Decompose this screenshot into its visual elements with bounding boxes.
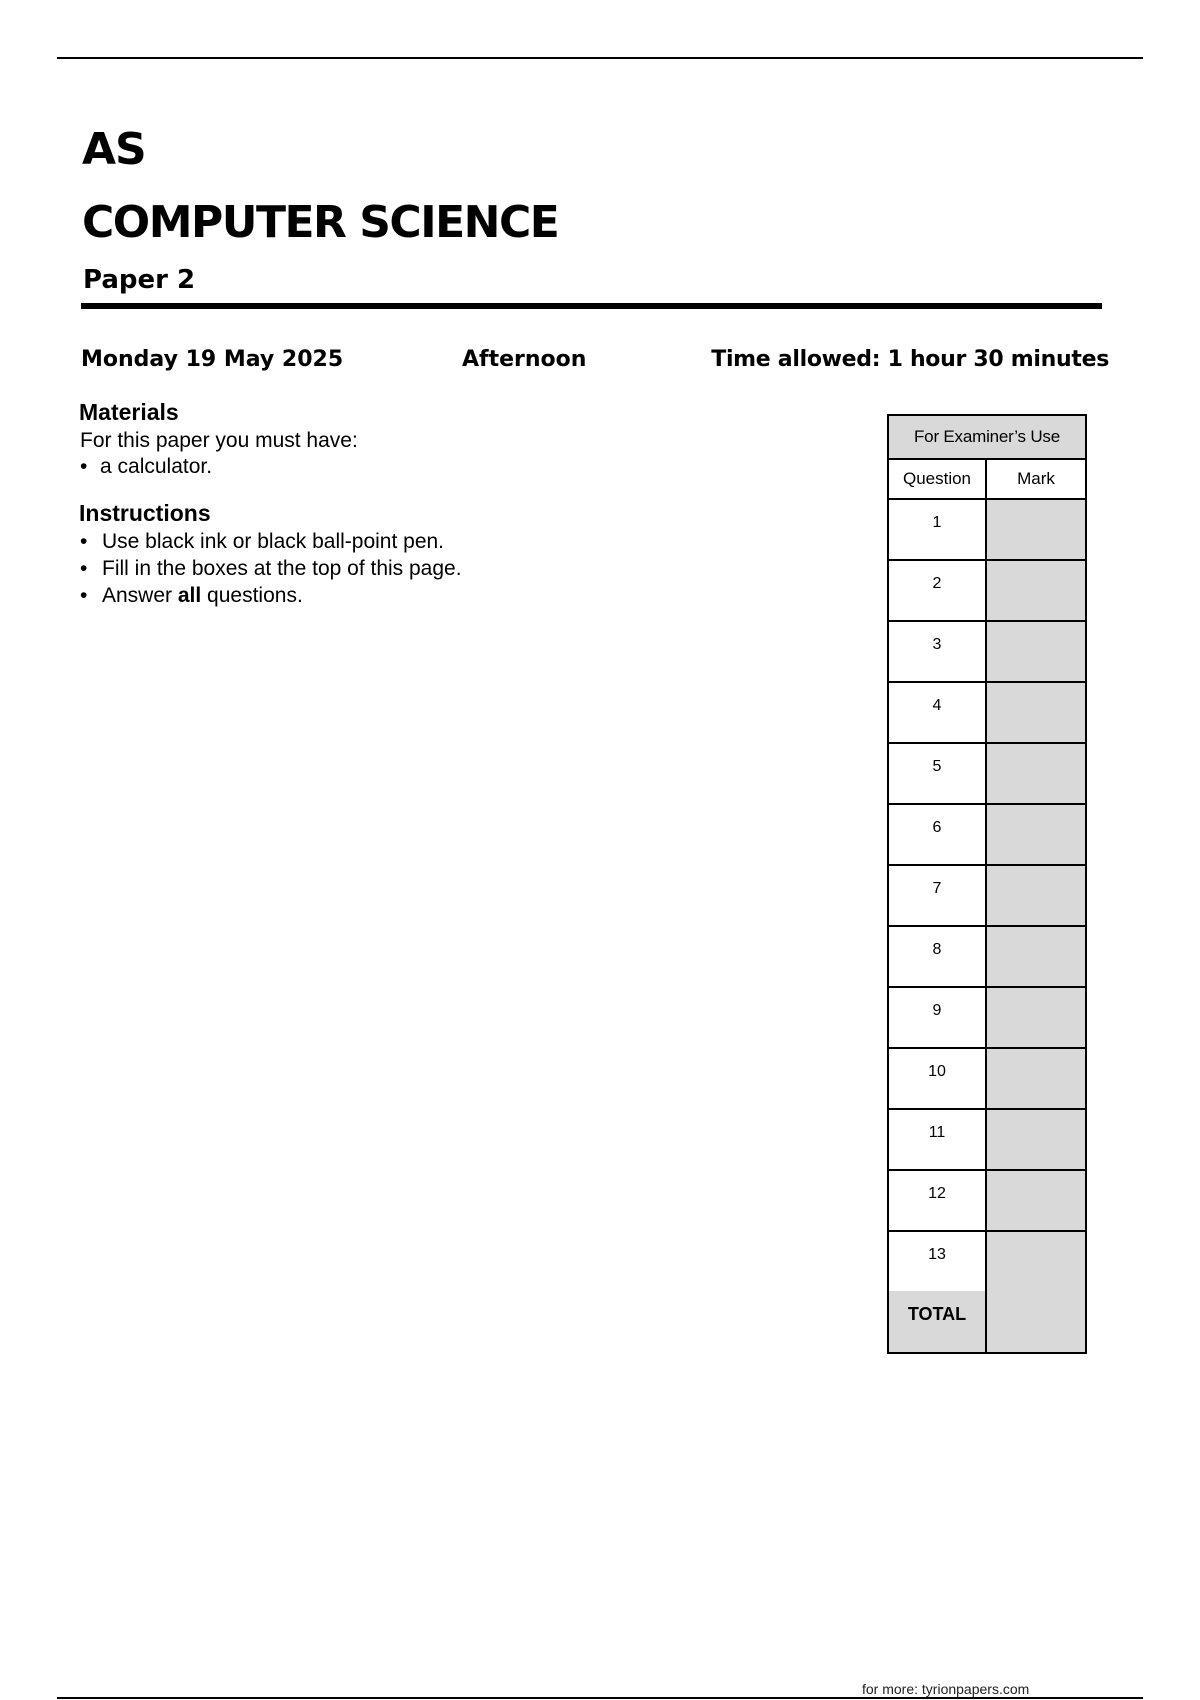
question-row [889, 1110, 1085, 1171]
mark-cell[interactable] [987, 927, 1085, 986]
question-number: 5 [889, 744, 987, 803]
question-number: 11 [889, 1110, 987, 1169]
instructions-heading: Instructions [79, 500, 211, 526]
question-column-header: Question [889, 460, 987, 498]
question-number: 3 [889, 622, 987, 681]
materials-heading: Materials [79, 399, 179, 425]
mark-column-header: Mark [987, 460, 1085, 498]
question-number: 13 [889, 1232, 987, 1291]
total-label: TOTAL [889, 1291, 987, 1352]
mark-cell[interactable] [987, 1049, 1085, 1108]
mark-cell[interactable] [987, 1171, 1085, 1230]
mark-cell[interactable] [987, 500, 1085, 559]
bottom-rule [57, 1697, 1143, 1699]
materials-item-text: a calculator. [100, 455, 213, 478]
question-number: 7 [889, 866, 987, 925]
instruction-answer-emphasis: all [177, 584, 202, 607]
mark-cell[interactable] [987, 683, 1085, 742]
materials-item [80, 453, 212, 481]
examiner-use-table [887, 414, 1087, 1354]
question-row [889, 744, 1085, 805]
footer-credit: for more: tyrionpapers.com [862, 1681, 1030, 1697]
question-row [889, 1171, 1085, 1232]
instruction-item [80, 555, 462, 583]
question-number: 2 [889, 561, 987, 620]
examiner-table-header [889, 460, 1085, 500]
question-number: 8 [889, 927, 987, 986]
materials-intro: For this paper you must have: [80, 429, 358, 452]
question-row [889, 561, 1085, 622]
question-row [889, 805, 1085, 866]
title-rule [81, 303, 1102, 309]
mark-cell[interactable] [987, 561, 1085, 620]
bullet-icon: • [80, 557, 88, 580]
bullet-icon: • [80, 455, 88, 478]
question-row [889, 1232, 1085, 1291]
mark-cell[interactable] [987, 805, 1085, 864]
instruction-answer-prefix: Answer [102, 584, 178, 607]
mark-cell[interactable] [987, 866, 1085, 925]
time-allowed: Time allowed: 1 hour 30 minutes [711, 347, 1109, 372]
mark-cell[interactable] [987, 1110, 1085, 1169]
question-number: 6 [889, 805, 987, 864]
instruction-item [80, 582, 303, 610]
question-row [889, 927, 1085, 988]
total-row [889, 1291, 1085, 1352]
instruction-answer-suffix: questions. [201, 584, 303, 607]
bullet-icon: • [80, 530, 88, 553]
question-number: 1 [889, 500, 987, 559]
question-number: 4 [889, 683, 987, 742]
question-row [889, 1049, 1085, 1110]
question-row [889, 622, 1085, 683]
mark-cell[interactable] [987, 1232, 1085, 1291]
question-number: 12 [889, 1171, 987, 1230]
question-row [889, 988, 1085, 1049]
bullet-icon: • [80, 584, 88, 607]
mark-cell[interactable] [987, 988, 1085, 1047]
examiner-table-title: For Examiner’s Use [889, 416, 1085, 460]
question-row [889, 866, 1085, 927]
total-mark-cell[interactable] [987, 1291, 1085, 1352]
instruction-text: Use black ink or black ball-point pen. [102, 530, 445, 553]
question-rows [889, 500, 1085, 1291]
question-number: 10 [889, 1049, 987, 1108]
question-row [889, 500, 1085, 561]
exam-session: Afternoon [462, 347, 587, 372]
instruction-text: Fill in the boxes at the top of this page. [102, 557, 462, 580]
subject-title: COMPUTER SCIENCE [82, 197, 559, 248]
qualification-level: AS [82, 124, 146, 175]
question-row [889, 683, 1085, 744]
exam-date: Monday 19 May 2025 [81, 347, 344, 372]
top-rule [57, 57, 1143, 59]
mark-cell[interactable] [987, 744, 1085, 803]
paper-number: Paper 2 [83, 265, 196, 295]
instruction-item [80, 528, 444, 556]
mark-cell[interactable] [987, 622, 1085, 681]
question-number: 9 [889, 988, 987, 1047]
